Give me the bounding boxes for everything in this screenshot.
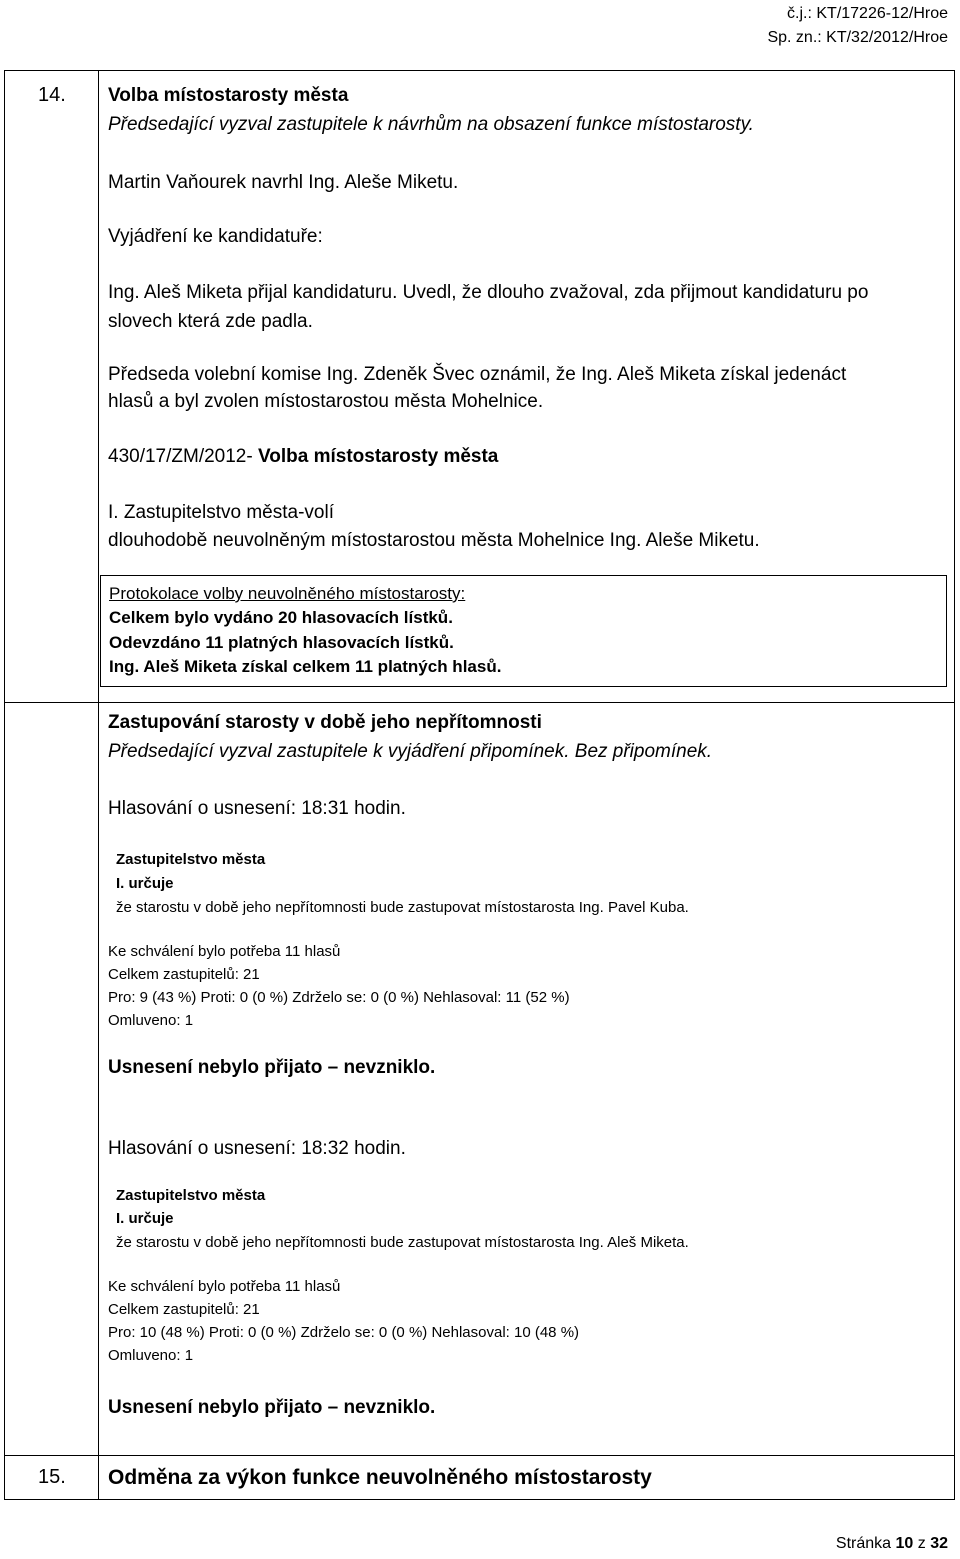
protocol-line: Ing. Aleš Miketa získal celkem 11 platných hlasů.	[109, 657, 502, 676]
resolution-title: Volba místostarosty města	[257, 446, 499, 467]
vote-body: Zastupitelstvo města	[116, 851, 266, 868]
page-separator: z	[913, 1535, 931, 1552]
vote-text: že starostu v době jeho nepřítomnosti bude zastupovat místostarosta Ing. Pavel Kuba.	[116, 899, 689, 916]
table-row-divider	[4, 702, 955, 703]
vote-needed: Ke schválení bylo potřeba 11 hlasů	[108, 943, 341, 960]
protocol-heading: Protokolace volby neuvolněného místostarosty:	[109, 584, 466, 603]
table-row-divider	[4, 1455, 955, 1456]
resolution-heading	[108, 446, 498, 468]
page-prefix: Stránka	[835, 1535, 896, 1552]
protocol-box	[100, 575, 947, 687]
page-number	[836, 1535, 948, 1553]
item-intro: Předsedající vyzval zastupitele k návrhům na obsazení funkce místostarosty.	[108, 114, 754, 135]
vote-time: Hlasování o usnesení: 18:31 hodin.	[108, 798, 406, 819]
resolution-id: 430/17/ZM/2012-	[108, 446, 258, 467]
protocol-line: Odevzdáno 11 platných hlasovacích lístků.	[109, 633, 454, 652]
resolution-clause: I. Zastupitelstvo města-volí	[108, 502, 334, 523]
document-reference	[767, 2, 948, 50]
item-number: 14.	[38, 84, 66, 106]
vote-outcome: Usnesení nebylo přijato – nevzniklo.	[108, 1057, 436, 1078]
vote-time: Hlasování o usnesení: 18:32 hodin.	[108, 1138, 406, 1159]
vote-clause: I. určuje	[116, 875, 174, 892]
table-column-divider	[98, 70, 99, 1500]
vote-results: Pro: 9 (43 %) Proti: 0 (0 %) Zdrželo se: 0 (0 %) Nehlasoval: 11 (52 %)	[108, 989, 570, 1006]
vote-excused: Omluveno: 1	[108, 1347, 194, 1364]
vote-body: Zastupitelstvo města	[116, 1187, 266, 1204]
commission-text: hlasů a byl zvolen místostarostou města Mohelnice.	[108, 391, 544, 412]
file-mark: Sp. zn.: KT/32/2012/Hroe	[767, 29, 948, 46]
item-title: Odměna za výkon funkce neuvolněného místostarosty	[108, 1466, 652, 1489]
protocol-line: Celkem bylo vydáno 20 hlasovacích lístků.	[109, 608, 453, 627]
commission-text: Předseda volební komise Ing. Zdeněk Švec oznámil, že Ing. Aleš Miketa získal jedenáct	[108, 364, 847, 385]
vote-clause: I. určuje	[116, 1210, 174, 1227]
reference-number: č.j.: KT/17226-12/Hroe	[787, 5, 948, 22]
total-pages: 32	[930, 1535, 948, 1552]
vote-total: Celkem zastupitelů: 21	[108, 1301, 260, 1318]
resolution-text: dlouhodobě neuvolněným místostarostou města Mohelnice Ing. Aleše Miketu.	[108, 530, 760, 551]
item-number: 15.	[38, 1466, 66, 1488]
vote-total: Celkem zastupitelů: 21	[108, 966, 260, 983]
vote-results: Pro: 10 (48 %) Proti: 0 (0 %) Zdrželo se: 0 (0 %) Nehlasoval: 10 (48 %)	[108, 1324, 580, 1341]
section-intro: Předsedající vyzval zastupitele k vyjádření připomínek. Bez připomínek.	[108, 741, 713, 762]
candidacy-heading: Vyjádření ke kandidatuře:	[108, 226, 323, 247]
vote-needed: Ke schválení bylo potřeba 11 hlasů	[108, 1278, 341, 1295]
vote-excused: Omluveno: 1	[108, 1012, 194, 1029]
candidacy-text: slovech která zde padla.	[108, 311, 313, 332]
item-title: Volba místostarosty města	[108, 85, 349, 106]
vote-text: že starostu v době jeho nepřítomnosti bude zastupovat místostarosta Ing. Aleš Miketa.	[116, 1234, 689, 1251]
current-page: 10	[895, 1535, 914, 1552]
proposal-text: Martin Vaňourek navrhl Ing. Aleše Miketu.	[108, 172, 459, 193]
vote-outcome: Usnesení nebylo přijato – nevzniklo.	[108, 1397, 436, 1418]
candidacy-text: Ing. Aleš Miketa přijal kandidaturu. Uvedl, že dlouho zvažoval, zda přijmout kandidaturu po	[108, 282, 869, 303]
section-heading: Zastupování starosty v době jeho nepřítomnosti	[108, 712, 542, 733]
